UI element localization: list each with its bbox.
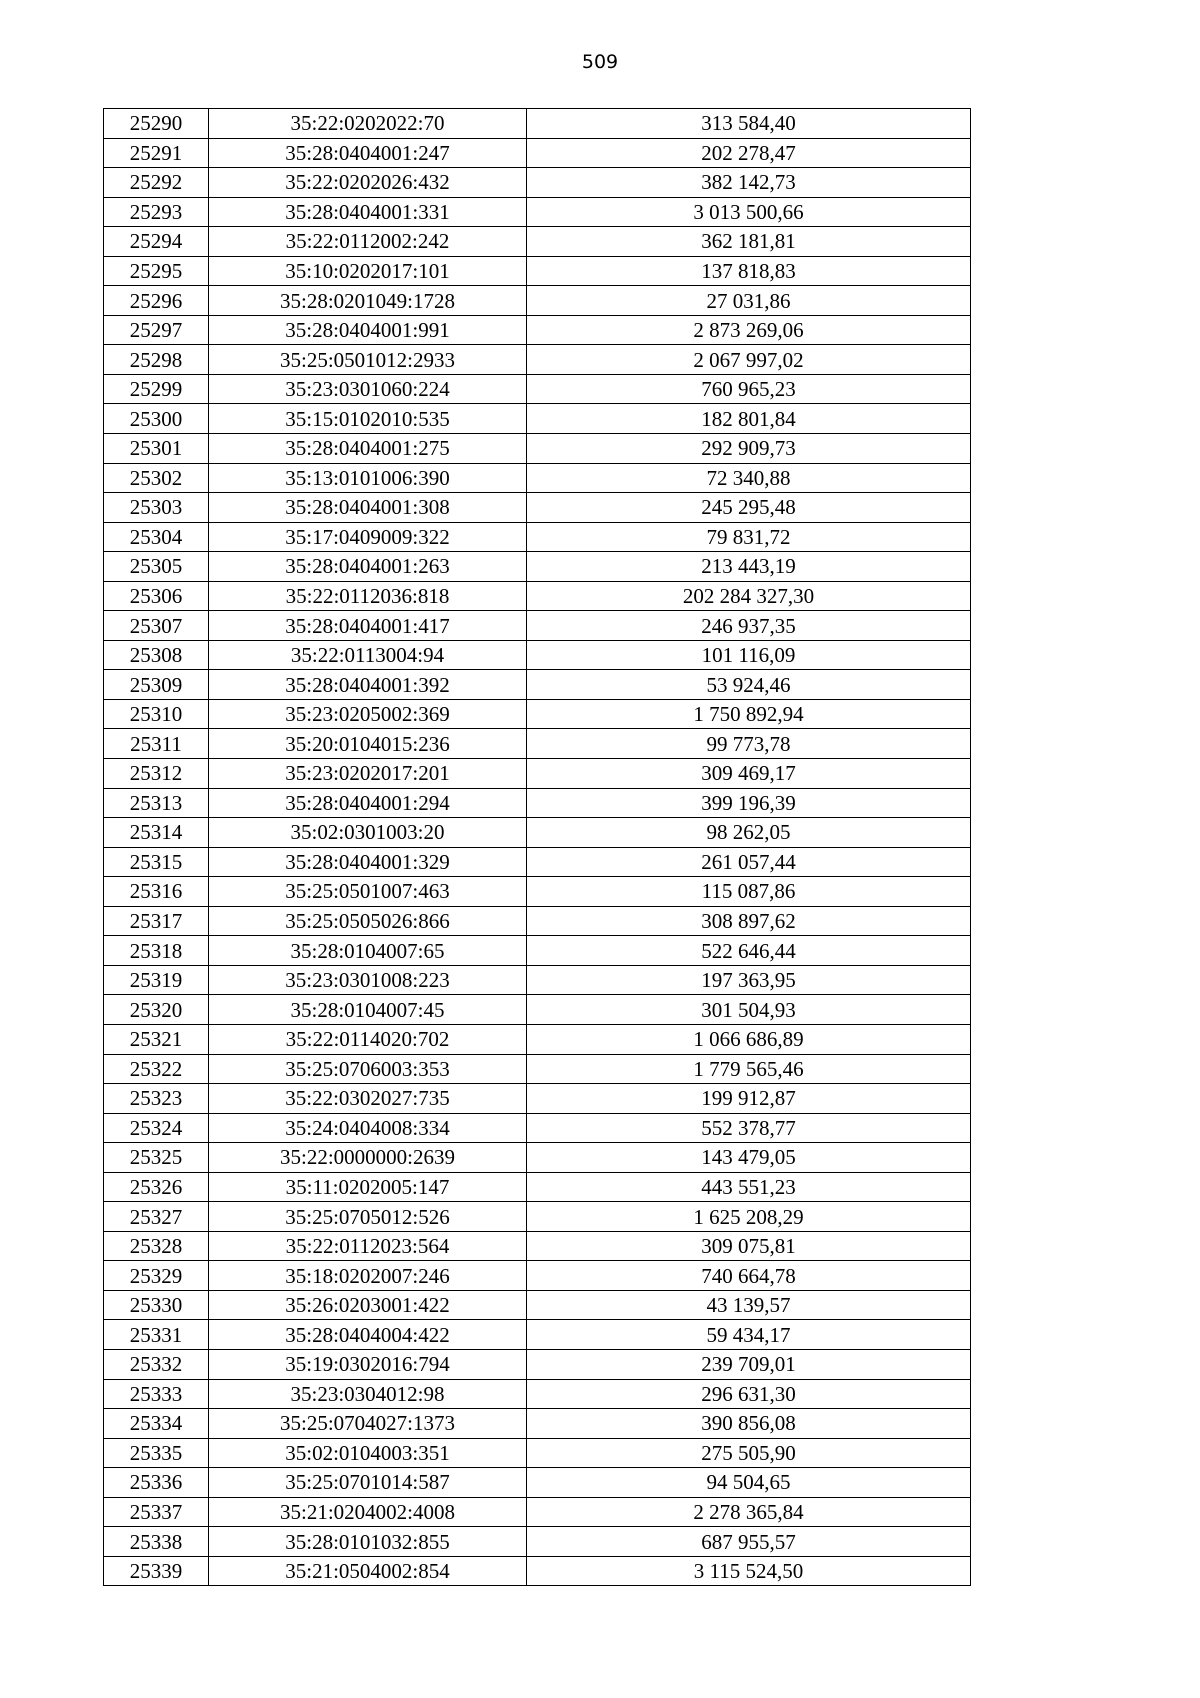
cadastral-value-cell: 2 873 269,06 <box>527 315 971 345</box>
cadastral-number-cell: 35:02:0104003:351 <box>209 1438 527 1468</box>
row-number-cell: 25328 <box>104 1231 209 1261</box>
cadastral-value-cell: 292 909,73 <box>527 434 971 464</box>
cadastral-value-cell: 246 937,35 <box>527 611 971 641</box>
cadastral-value-cell: 197 363,95 <box>527 965 971 995</box>
cadastral-value-cell: 98 262,05 <box>527 818 971 848</box>
cadastral-value-cell: 182 801,84 <box>527 404 971 434</box>
row-number-cell: 25316 <box>104 877 209 907</box>
cadastral-number-cell: 35:22:0302027:735 <box>209 1084 527 1114</box>
row-number-cell: 25326 <box>104 1172 209 1202</box>
table-row <box>104 759 971 789</box>
cadastral-value-cell: 261 057,44 <box>527 847 971 877</box>
row-number-cell: 25331 <box>104 1320 209 1350</box>
cadastral-number-cell: 35:22:0202026:432 <box>209 168 527 198</box>
cadastral-number-cell: 35:22:0202022:70 <box>209 109 527 139</box>
row-number-cell: 25322 <box>104 1054 209 1084</box>
table-row <box>104 818 971 848</box>
table-row <box>104 1438 971 1468</box>
table-row <box>104 1379 971 1409</box>
cadastral-value-cell: 275 505,90 <box>527 1438 971 1468</box>
cadastral-number-cell: 35:28:0404001:417 <box>209 611 527 641</box>
cadastral-number-cell: 35:25:0501007:463 <box>209 877 527 907</box>
row-number-cell: 25290 <box>104 109 209 139</box>
row-number-cell: 25308 <box>104 640 209 670</box>
cadastral-value-cell: 115 087,86 <box>527 877 971 907</box>
table-row <box>104 227 971 257</box>
table-row <box>104 581 971 611</box>
row-number-cell: 25335 <box>104 1438 209 1468</box>
cadastral-value-cell: 522 646,44 <box>527 936 971 966</box>
cadastral-number-cell: 35:28:0404001:275 <box>209 434 527 464</box>
table-row <box>104 965 971 995</box>
cadastral-number-cell: 35:24:0404008:334 <box>209 1113 527 1143</box>
table-row <box>104 699 971 729</box>
table-row <box>104 493 971 523</box>
table-row <box>104 1202 971 1232</box>
row-number-cell: 25324 <box>104 1113 209 1143</box>
row-number-cell: 25315 <box>104 847 209 877</box>
row-number-cell: 25336 <box>104 1468 209 1498</box>
row-number-cell: 25296 <box>104 286 209 316</box>
cadastral-value-cell: 27 031,86 <box>527 286 971 316</box>
row-number-cell: 25306 <box>104 581 209 611</box>
table-row <box>104 374 971 404</box>
cadastral-value-cell: 239 709,01 <box>527 1349 971 1379</box>
row-number-cell: 25298 <box>104 345 209 375</box>
cadastral-value-cell: 1 066 686,89 <box>527 1024 971 1054</box>
table-row <box>104 1231 971 1261</box>
row-number-cell: 25300 <box>104 404 209 434</box>
row-number-cell: 25338 <box>104 1527 209 1557</box>
row-number-cell: 25319 <box>104 965 209 995</box>
cadastral-value-cell: 53 924,46 <box>527 670 971 700</box>
row-number-cell: 25333 <box>104 1379 209 1409</box>
table-row <box>104 906 971 936</box>
cadastral-value-cell: 213 443,19 <box>527 552 971 582</box>
cadastral-number-cell: 35:28:0104007:45 <box>209 995 527 1025</box>
cadastral-number-cell: 35:28:0404001:308 <box>209 493 527 523</box>
table-row <box>104 936 971 966</box>
row-number-cell: 25327 <box>104 1202 209 1232</box>
table-row <box>104 1527 971 1557</box>
cadastral-number-cell: 35:15:0102010:535 <box>209 404 527 434</box>
table-row <box>104 729 971 759</box>
cadastral-number-cell: 35:21:0504002:854 <box>209 1556 527 1586</box>
cadastral-number-cell: 35:02:0301003:20 <box>209 818 527 848</box>
cadastral-value-cell: 43 139,57 <box>527 1290 971 1320</box>
table-row <box>104 197 971 227</box>
table-row <box>104 1290 971 1320</box>
table-row <box>104 1084 971 1114</box>
row-number-cell: 25329 <box>104 1261 209 1291</box>
cadastral-number-cell: 35:28:0404001:331 <box>209 197 527 227</box>
cadastral-number-cell: 35:18:0202007:246 <box>209 1261 527 1291</box>
row-number-cell: 25312 <box>104 759 209 789</box>
cadastral-number-cell: 35:20:0104015:236 <box>209 729 527 759</box>
table-row <box>104 138 971 168</box>
table-row <box>104 1143 971 1173</box>
table-row <box>104 168 971 198</box>
cadastral-value-cell: 101 116,09 <box>527 640 971 670</box>
cadastral-value-cell: 2 278 365,84 <box>527 1497 971 1527</box>
cadastral-value-cell: 94 504,65 <box>527 1468 971 1498</box>
row-number-cell: 25302 <box>104 463 209 493</box>
cadastral-number-cell: 35:22:0000000:2639 <box>209 1143 527 1173</box>
cadastral-number-cell: 35:13:0101006:390 <box>209 463 527 493</box>
cadastral-value-cell: 308 897,62 <box>527 906 971 936</box>
row-number-cell: 25301 <box>104 434 209 464</box>
cadastral-value-cell: 79 831,72 <box>527 522 971 552</box>
cadastral-value-cell: 99 773,78 <box>527 729 971 759</box>
cadastral-value-cell: 1 779 565,46 <box>527 1054 971 1084</box>
row-number-cell: 25323 <box>104 1084 209 1114</box>
table-row <box>104 286 971 316</box>
cadastral-number-cell: 35:28:0404001:329 <box>209 847 527 877</box>
table-row <box>104 1113 971 1143</box>
cadastral-value-cell: 687 955,57 <box>527 1527 971 1557</box>
row-number-cell: 25310 <box>104 699 209 729</box>
row-number-cell: 25318 <box>104 936 209 966</box>
cadastral-value-cell: 245 295,48 <box>527 493 971 523</box>
table-row <box>104 1349 971 1379</box>
table-row <box>104 1497 971 1527</box>
table-row <box>104 345 971 375</box>
cadastral-value-cell: 72 340,88 <box>527 463 971 493</box>
cadastral-number-cell: 35:23:0202017:201 <box>209 759 527 789</box>
row-number-cell: 25332 <box>104 1349 209 1379</box>
row-number-cell: 25291 <box>104 138 209 168</box>
row-number-cell: 25334 <box>104 1409 209 1439</box>
cadastral-number-cell: 35:22:0114020:702 <box>209 1024 527 1054</box>
row-number-cell: 25339 <box>104 1556 209 1586</box>
table-row <box>104 1172 971 1202</box>
cadastral-value-cell: 443 551,23 <box>527 1172 971 1202</box>
cadastral-number-cell: 35:28:0201049:1728 <box>209 286 527 316</box>
cadastral-value-cell: 1 750 892,94 <box>527 699 971 729</box>
cadastral-number-cell: 35:28:0404001:294 <box>209 788 527 818</box>
cadastral-number-cell: 35:25:0705012:526 <box>209 1202 527 1232</box>
cadastral-number-cell: 35:22:0112023:564 <box>209 1231 527 1261</box>
cadastral-number-cell: 35:10:0202017:101 <box>209 256 527 286</box>
table-row <box>104 552 971 582</box>
table-row <box>104 995 971 1025</box>
cadastral-number-cell: 35:21:0204002:4008 <box>209 1497 527 1527</box>
cadastral-number-cell: 35:28:0404004:422 <box>209 1320 527 1350</box>
cadastral-value-cell: 552 378,77 <box>527 1113 971 1143</box>
row-number-cell: 25314 <box>104 818 209 848</box>
cadastral-value-cell: 313 584,40 <box>527 109 971 139</box>
row-number-cell: 25307 <box>104 611 209 641</box>
table-row <box>104 315 971 345</box>
cadastral-number-cell: 35:22:0112036:818 <box>209 581 527 611</box>
cadastral-number-cell: 35:19:0302016:794 <box>209 1349 527 1379</box>
table-row <box>104 788 971 818</box>
cadastral-number-cell: 35:25:0706003:353 <box>209 1054 527 1084</box>
row-number-cell: 25297 <box>104 315 209 345</box>
table-row <box>104 611 971 641</box>
cadastral-value-cell: 382 142,73 <box>527 168 971 198</box>
cadastral-number-cell: 35:17:0409009:322 <box>209 522 527 552</box>
cadastral-value-cell: 309 075,81 <box>527 1231 971 1261</box>
cadastral-number-cell: 35:23:0301060:224 <box>209 374 527 404</box>
cadastral-number-cell: 35:22:0113004:94 <box>209 640 527 670</box>
cadastral-value-cell: 296 631,30 <box>527 1379 971 1409</box>
table-row <box>104 1024 971 1054</box>
row-number-cell: 25299 <box>104 374 209 404</box>
cadastral-number-cell: 35:22:0112002:242 <box>209 227 527 257</box>
table-row <box>104 1054 971 1084</box>
table-row <box>104 670 971 700</box>
cadastral-value-cell: 309 469,17 <box>527 759 971 789</box>
row-number-cell: 25313 <box>104 788 209 818</box>
page-number: 509 <box>581 51 619 73</box>
cadastral-value-cell: 59 434,17 <box>527 1320 971 1350</box>
cadastral-value-cell: 3 013 500,66 <box>527 197 971 227</box>
row-number-cell: 25294 <box>104 227 209 257</box>
table-row <box>104 1468 971 1498</box>
cadastral-number-cell: 35:25:0501012:2933 <box>209 345 527 375</box>
cadastral-number-cell: 35:28:0404001:247 <box>209 138 527 168</box>
table-row <box>104 877 971 907</box>
table-row <box>104 640 971 670</box>
row-number-cell: 25320 <box>104 995 209 1025</box>
cadastral-number-cell: 35:25:0704027:1373 <box>209 1409 527 1439</box>
row-number-cell: 25325 <box>104 1143 209 1173</box>
row-number-cell: 25309 <box>104 670 209 700</box>
cadastral-number-cell: 35:28:0404001:263 <box>209 552 527 582</box>
cadastral-number-cell: 35:23:0304012:98 <box>209 1379 527 1409</box>
table-row <box>104 1261 971 1291</box>
cadastral-value-cell: 390 856,08 <box>527 1409 971 1439</box>
cadastral-number-cell: 35:28:0404001:392 <box>209 670 527 700</box>
table-row <box>104 109 971 139</box>
cadastral-value-cell: 202 278,47 <box>527 138 971 168</box>
cadastral-value-cell: 137 818,83 <box>527 256 971 286</box>
row-number-cell: 25337 <box>104 1497 209 1527</box>
row-number-cell: 25305 <box>104 552 209 582</box>
row-number-cell: 25295 <box>104 256 209 286</box>
cadastral-number-cell: 35:25:0701014:587 <box>209 1468 527 1498</box>
row-number-cell: 25304 <box>104 522 209 552</box>
cadastral-value-cell: 1 625 208,29 <box>527 1202 971 1232</box>
table-row <box>104 256 971 286</box>
row-number-cell: 25293 <box>104 197 209 227</box>
cadastral-value-cell: 301 504,93 <box>527 995 971 1025</box>
table-row <box>104 1409 971 1439</box>
row-number-cell: 25292 <box>104 168 209 198</box>
row-number-cell: 25321 <box>104 1024 209 1054</box>
cadastral-number-cell: 35:26:0203001:422 <box>209 1290 527 1320</box>
table-body <box>104 109 971 1586</box>
cadastral-number-cell: 35:28:0104007:65 <box>209 936 527 966</box>
cadastral-number-cell: 35:28:0404001:991 <box>209 315 527 345</box>
cadastral-number-cell: 35:23:0205002:369 <box>209 699 527 729</box>
cadastral-value-cell: 143 479,05 <box>527 1143 971 1173</box>
row-number-cell: 25317 <box>104 906 209 936</box>
row-number-cell: 25330 <box>104 1290 209 1320</box>
cadastral-value-table <box>103 108 971 1586</box>
cadastral-value-cell: 202 284 327,30 <box>527 581 971 611</box>
table-row <box>104 1320 971 1350</box>
table-row <box>104 1556 971 1586</box>
cadastral-number-cell: 35:28:0101032:855 <box>209 1527 527 1557</box>
row-number-cell: 25311 <box>104 729 209 759</box>
cadastral-value-cell: 2 067 997,02 <box>527 345 971 375</box>
cadastral-number-cell: 35:25:0505026:866 <box>209 906 527 936</box>
cadastral-value-cell: 3 115 524,50 <box>527 1556 971 1586</box>
table-row <box>104 434 971 464</box>
table-row <box>104 522 971 552</box>
cadastral-value-cell: 362 181,81 <box>527 227 971 257</box>
cadastral-number-cell: 35:23:0301008:223 <box>209 965 527 995</box>
table-row <box>104 463 971 493</box>
cadastral-value-cell: 399 196,39 <box>527 788 971 818</box>
row-number-cell: 25303 <box>104 493 209 523</box>
cadastral-value-cell: 199 912,87 <box>527 1084 971 1114</box>
table-row <box>104 847 971 877</box>
table-row <box>104 404 971 434</box>
cadastral-number-cell: 35:11:0202005:147 <box>209 1172 527 1202</box>
cadastral-value-cell: 740 664,78 <box>527 1261 971 1291</box>
cadastral-value-cell: 760 965,23 <box>527 374 971 404</box>
